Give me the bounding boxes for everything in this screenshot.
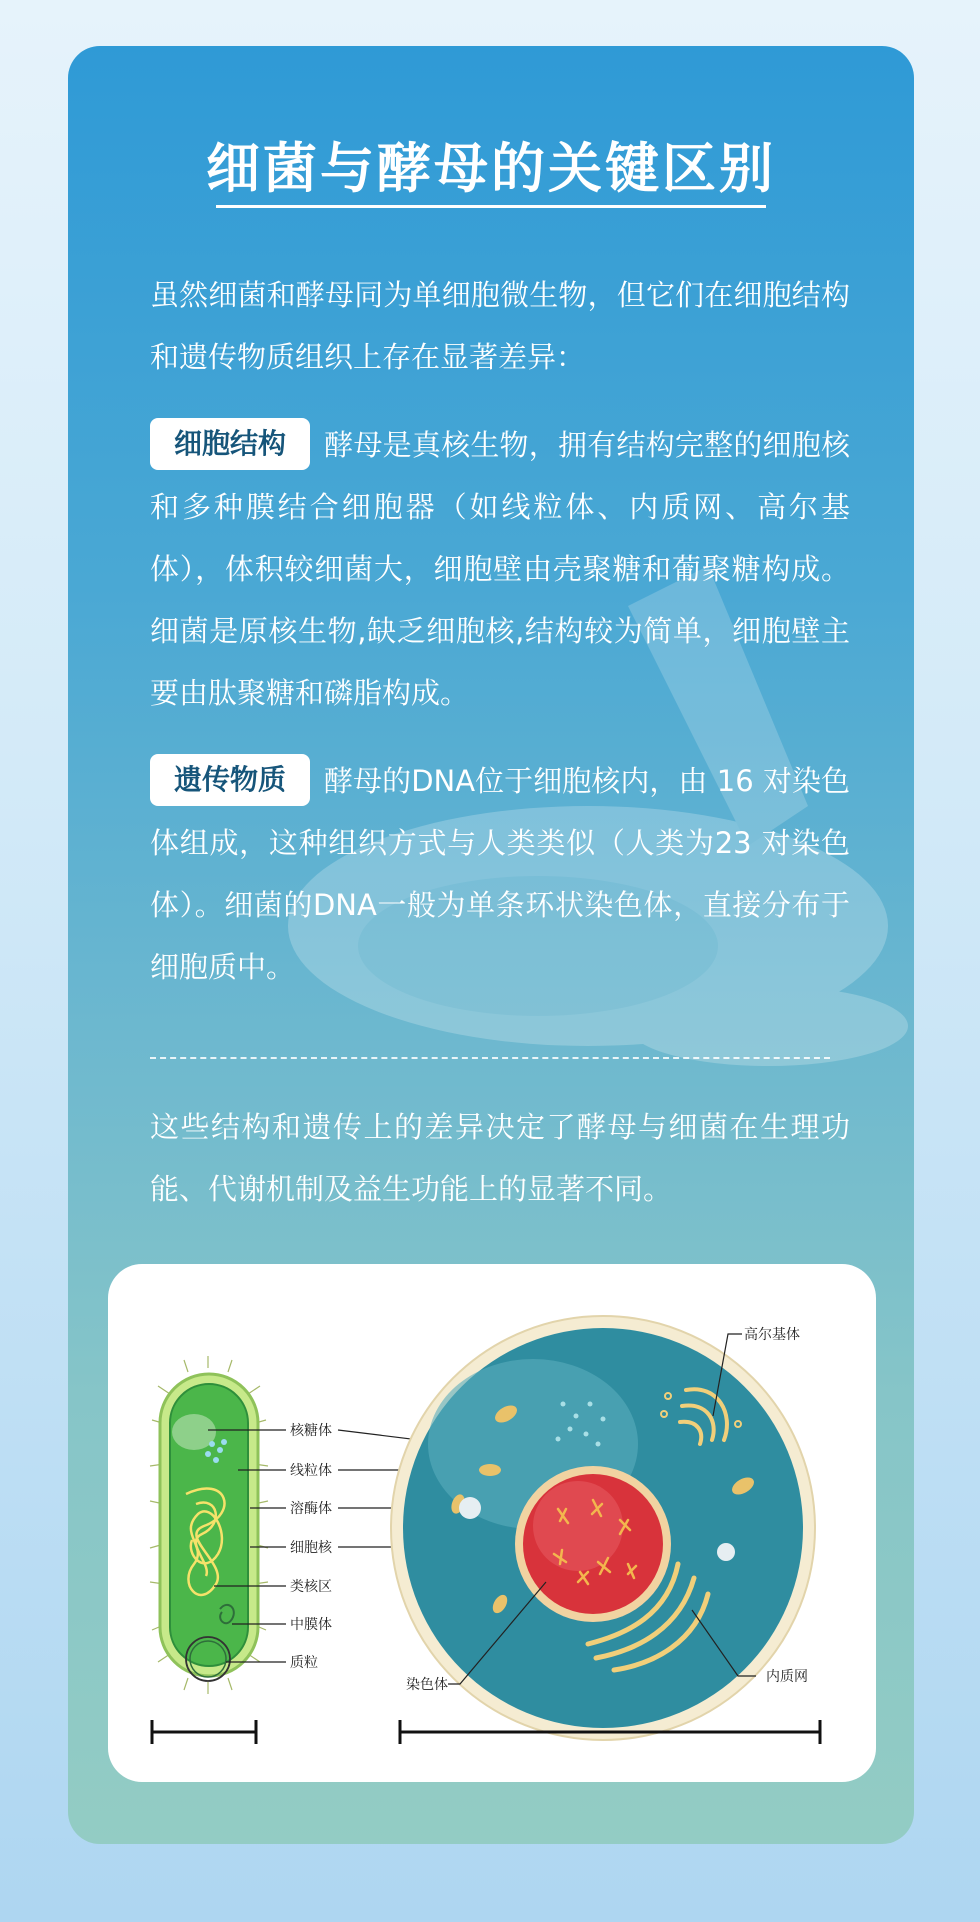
label-mesosome: 中膜体 xyxy=(290,1617,332,1633)
cell-structure-tag: 细胞结构 xyxy=(150,418,310,470)
page-title: 细菌与酵母的关键区别 xyxy=(206,137,776,200)
label-nucleus: 细胞核 xyxy=(290,1540,332,1556)
label-mitochondria: 线粒体 xyxy=(290,1463,332,1479)
label-golgi: 高尔基体 xyxy=(744,1327,800,1343)
label-chromosome: 染色体 xyxy=(406,1677,448,1693)
info-card xyxy=(68,46,914,1844)
title-underline xyxy=(216,205,766,208)
cell-comparison-illustration xyxy=(108,1264,876,1782)
section-divider xyxy=(150,1057,830,1059)
label-nucleoid: 类核区 xyxy=(290,1579,332,1595)
genetic-material-text: 酵母的DNA位于细胞核内，由 16 对染色体组成，这种组织方式与人类类似（人类为23 对染色体）。细菌的DNA一般为单条环状染色体，直接分布于细胞质中。 xyxy=(150,764,850,984)
label-plasmid: 质粒 xyxy=(290,1655,318,1671)
cell-structure-text: 酵母是真核生物，拥有结构完整的细胞核和多种膜结合细胞器（如线粒体、内质网、高尔基体），体积较细菌大，细胞壁由壳聚糖和葡聚糖构成。细菌是原核生物,缺乏细胞核,结构较为简单，细胞壁主要由肽聚糖和磷脂构成。 xyxy=(150,428,850,710)
genetic-material-section xyxy=(150,750,850,998)
conclusion-paragraph: 这些结构和遗传上的差异决定了酵母与细菌在生理功能、代谢机制及益生功能上的显著不同。 xyxy=(150,1110,850,1206)
yeast-cell-illustration xyxy=(391,1316,820,1744)
cell-structure-section xyxy=(150,414,850,724)
cell-diagram-panel xyxy=(108,1264,876,1782)
label-er: 内质网 xyxy=(766,1669,808,1685)
label-ribosome: 核糖体 xyxy=(290,1423,332,1439)
label-lysosome: 溶酶体 xyxy=(290,1501,332,1517)
intro-paragraph: 虽然细菌和酵母同为单细胞微生物，但它们在细胞结构和遗传物质组织上存在显著差异： xyxy=(150,278,850,374)
genetic-material-tag: 遗传物质 xyxy=(150,754,310,806)
bacterium-illustration xyxy=(150,1356,268,1744)
